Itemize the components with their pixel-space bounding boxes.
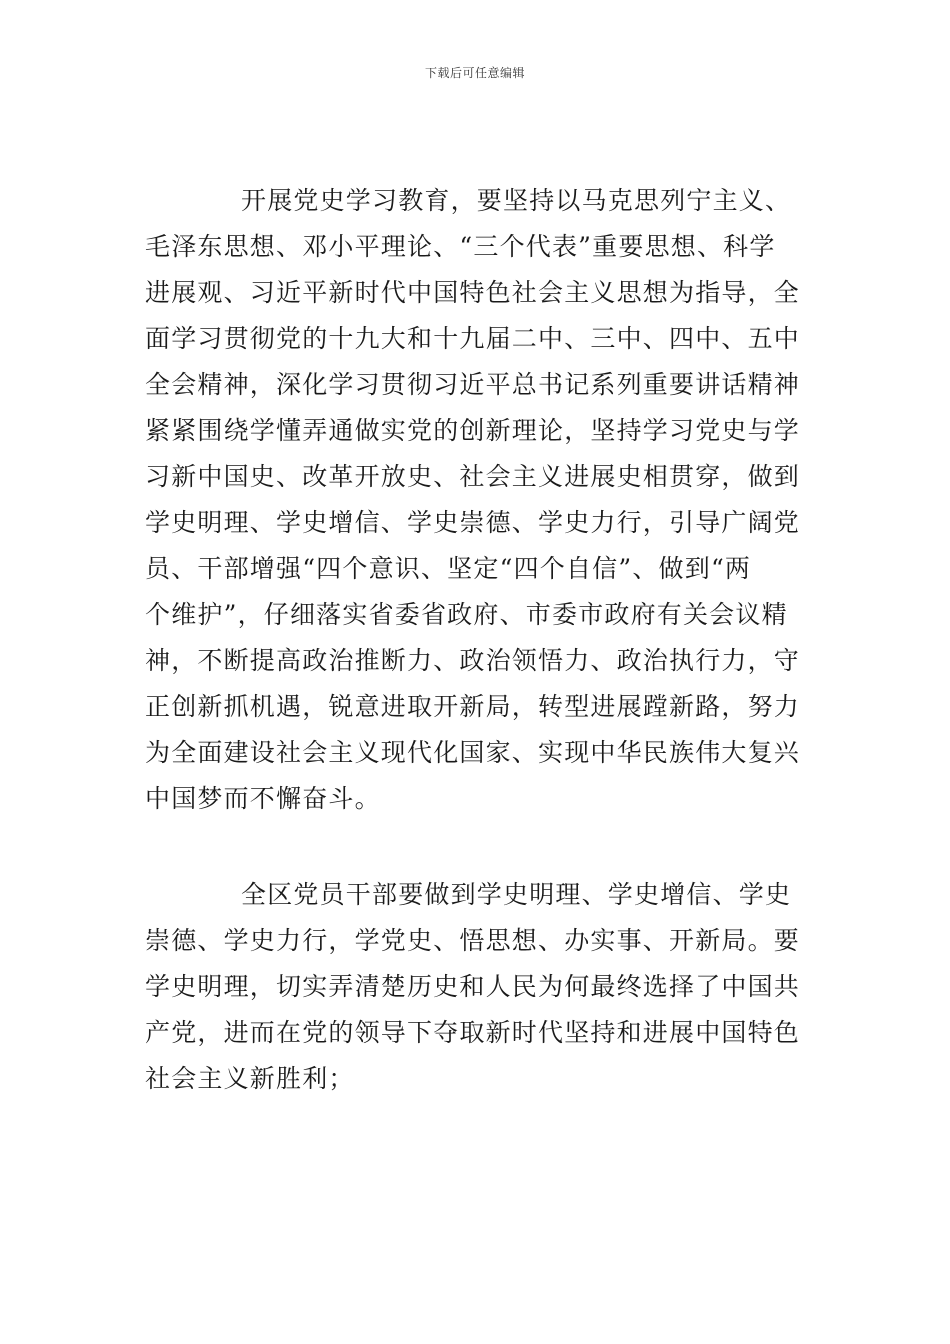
text-line: 个维护”，仔细落实省委省政府、市委市政府有关会议精 — [145, 600, 788, 629]
text-line: 社会主义新胜利； — [145, 1064, 355, 1093]
text-line: 毛泽东思想、邓小平理论、“三个代表”重要思想、科学 — [145, 232, 776, 261]
text-line: 紧紧围绕学懂弄通做实党的创新理论，坚持学习党史与学 — [145, 416, 801, 445]
paragraph-1 — [145, 178, 807, 822]
text-line: 中国梦而不懈奋斗。 — [145, 784, 381, 813]
text-line: 学史明理、学史增信、学史崇德、学史力行，引导广阔党 — [145, 508, 801, 537]
text-line: 面学习贯彻党的十九大和十九届二中、三中、四中、五中 — [145, 324, 801, 353]
text-line: 全会精神，深化学习贯彻习近平总书记系列重要讲话精神 — [145, 370, 801, 399]
text-line: 员、干部增强“四个意识、坚定“四个自信”、做到“两 — [145, 554, 752, 583]
paragraph-2 — [145, 872, 807, 1102]
text-line: 习新中国史、改革开放史、社会主义进展史相贯穿，做到 — [145, 462, 801, 491]
paragraph-spacer — [145, 822, 807, 872]
text-line: 学史明理，切实弄清楚历史和人民为何最终选择了中国共 — [145, 972, 801, 1001]
page-header: 下载后可任意编辑 — [424, 66, 525, 80]
text-line: 进展观、习近平新时代中国特色社会主义思想为指导，全 — [145, 278, 801, 307]
text-line: 开展党史学习教育，要坚持以马克思列宁主义、 — [241, 186, 792, 215]
text-line: 崇德、学史力行，学党史、悟思想、办实事、开新局。要 — [145, 926, 801, 955]
text-line: 全区党员干部要做到学史明理、学史增信、学史 — [241, 880, 792, 909]
text-line: 产党，进而在党的领导下夺取新时代坚持和进展中国特色 — [145, 1018, 801, 1047]
text-line: 神，不断提高政治推断力、政治领悟力、政治执行力，守 — [145, 646, 801, 675]
document-body — [145, 178, 807, 1102]
text-line: 为全面建设社会主义现代化国家、实现中华民族伟大复兴 — [145, 738, 801, 767]
text-line: 正创新抓机遇，锐意进取开新局，转型进展蹚新路，努力 — [145, 692, 801, 721]
